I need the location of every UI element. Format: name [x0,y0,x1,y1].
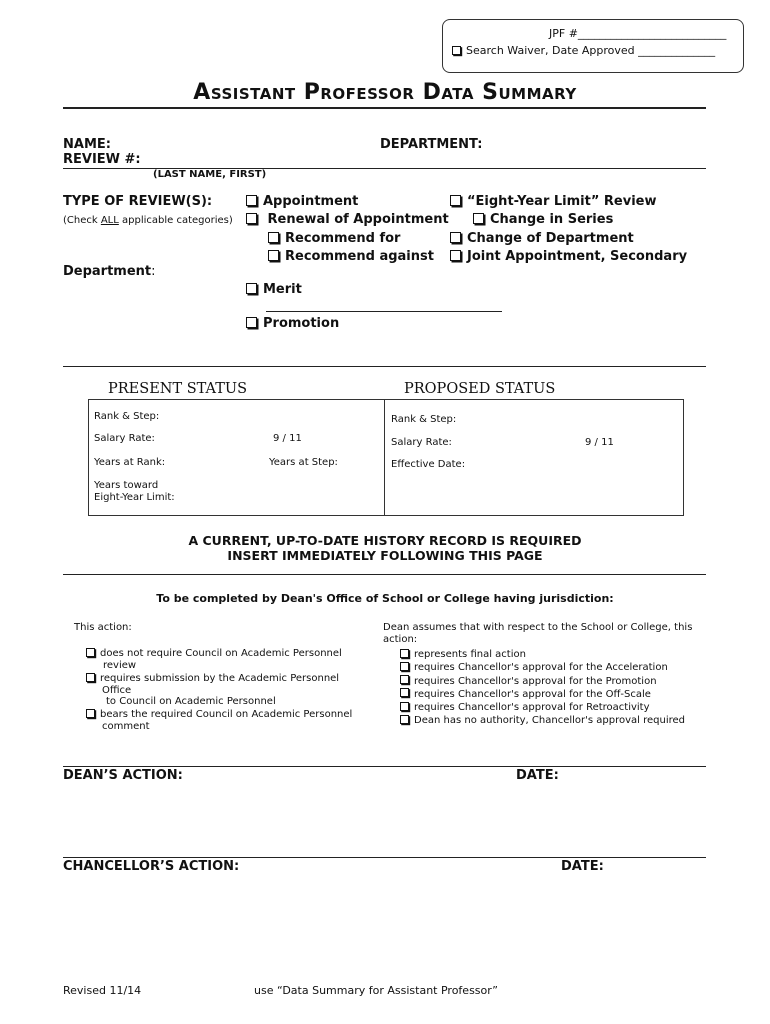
right-item[interactable]: requires Chancellor's approval for the Promotion [400,675,685,688]
checkbox-icon[interactable] [450,195,461,206]
right-item[interactable]: requires Chancellor's approval for Retroactivity [400,701,685,714]
present-rank-step: Rank & Step: [94,411,160,422]
present-salary-rate: Salary Rate: [94,433,155,444]
checkbox-icon[interactable] [400,702,409,711]
option-eight-year[interactable]: “Eight-Year Limit” Review [450,194,657,209]
department-field-label: Department: [63,264,156,279]
divider [63,574,706,575]
deans-heading: To be completed by Dean's Office of School or College having jurisdiction: [156,592,614,605]
checkbox-icon[interactable] [246,195,257,206]
left-item-3[interactable]: bears the required Council on Academic Personnel comment [86,709,352,733]
checkbox-icon[interactable] [450,250,461,261]
option-renewal[interactable]: Renewal of Appointment [246,212,449,227]
checkbox-icon[interactable] [246,317,257,328]
review-number-label: REVIEW #: [63,152,141,167]
department-label: DEPARTMENT: [380,137,483,152]
use-note: use “Data Summary for Assistant Professor” [254,984,498,997]
name-hint: (LAST NAME, FIRST) [153,169,267,180]
option-change-series[interactable]: Change in Series [473,212,613,227]
proposed-salary-rate: Salary Rate: [391,437,452,448]
checkbox-icon[interactable] [400,649,409,658]
present-years-toward: Years toward Eight-Year Limit: [94,480,175,503]
option-promotion[interactable]: Promotion [246,316,339,331]
divider [63,107,706,109]
right-intro: Dean assumes that with respect to the School or College, this action: [383,622,693,645]
left-item-1[interactable]: does not require Council on Academic Personnel review [86,648,342,672]
option-merit[interactable]: Merit [246,282,302,297]
option-appointment[interactable]: Appointment [246,194,358,209]
present-salary-basis: 9 / 11 [273,433,302,444]
checkbox-icon[interactable] [268,232,279,243]
checkbox-icon[interactable] [86,709,95,718]
left-intro: This action: [74,622,132,633]
checkbox-icon[interactable] [473,213,484,224]
left-item-2[interactable]: requires submission by the Academic Personnel Office to Council on Academic Personnel [86,673,339,708]
proposed-effective-date: Effective Date: [391,459,466,470]
right-item[interactable]: Dean has no authority, Chancellor's approval required [400,714,685,727]
chancellor-date-label: DATE: [561,859,604,874]
checkbox-icon[interactable] [86,673,95,682]
dean-date-label: DATE: [516,768,559,783]
page-title: Assistant Professor Data Summary [193,80,577,105]
checkbox-icon[interactable] [450,232,461,243]
checkbox-icon[interactable] [400,688,409,697]
type-of-review-label: TYPE OF REVIEW(S): [63,194,213,209]
right-items [400,648,685,728]
chancellor-line [63,857,706,858]
checkbox-icon[interactable] [268,250,279,261]
proposed-status-title: PROPOSED STATUS [404,381,556,397]
history-notice: A CURRENT, UP-TO-DATE HISTORY RECORD IS REQUIRED INSERT IMMEDIATELY FOLLOWING THIS PAGE [188,533,582,563]
option-joint-appointment[interactable]: Joint Appointment, Secondary [450,249,687,264]
chancellors-action-label: CHANCELLOR’S ACTION: [63,859,240,874]
divider [63,366,706,367]
right-item[interactable]: requires Chancellor's approval for the Acceleration [400,661,685,674]
type-of-review-hint: (Check ALL applicable categories) [63,215,233,226]
deans-action-label: DEAN’S ACTION: [63,768,183,783]
proposed-salary-basis: 9 / 11 [585,437,614,448]
merit-line [266,311,502,312]
status-divider [384,399,385,516]
revised-date: Revised 11/14 [63,984,142,997]
present-years-step: Years at Step: [269,457,338,468]
checkbox-icon[interactable] [452,46,461,55]
status-box [88,399,684,516]
present-status-title: PRESENT STATUS [108,381,248,397]
search-waiver-label: Search Waiver, Date Approved ______________ [466,44,716,57]
checkbox-icon[interactable] [400,662,409,671]
present-years-rank: Years at Rank: [94,457,166,468]
proposed-rank-step: Rank & Step: [391,414,457,425]
checkbox-icon[interactable] [246,283,257,294]
name-label: NAME: [63,137,111,152]
option-recommend-against[interactable]: Recommend against [268,249,434,264]
search-waiver [452,44,715,57]
checkbox-icon[interactable] [400,715,409,724]
right-item[interactable]: requires Chancellor's approval for the Off-Scale [400,688,685,701]
dean-line [63,766,706,767]
checkbox-icon[interactable] [86,648,95,657]
checkbox-icon[interactable] [400,675,409,684]
checkbox-icon[interactable] [246,213,257,224]
jpf-number: JPF #___________________________ [549,27,727,40]
right-item[interactable]: represents final action [400,648,685,661]
option-change-department[interactable]: Change of Department [450,231,634,246]
option-recommend-for[interactable]: Recommend for [268,231,400,246]
